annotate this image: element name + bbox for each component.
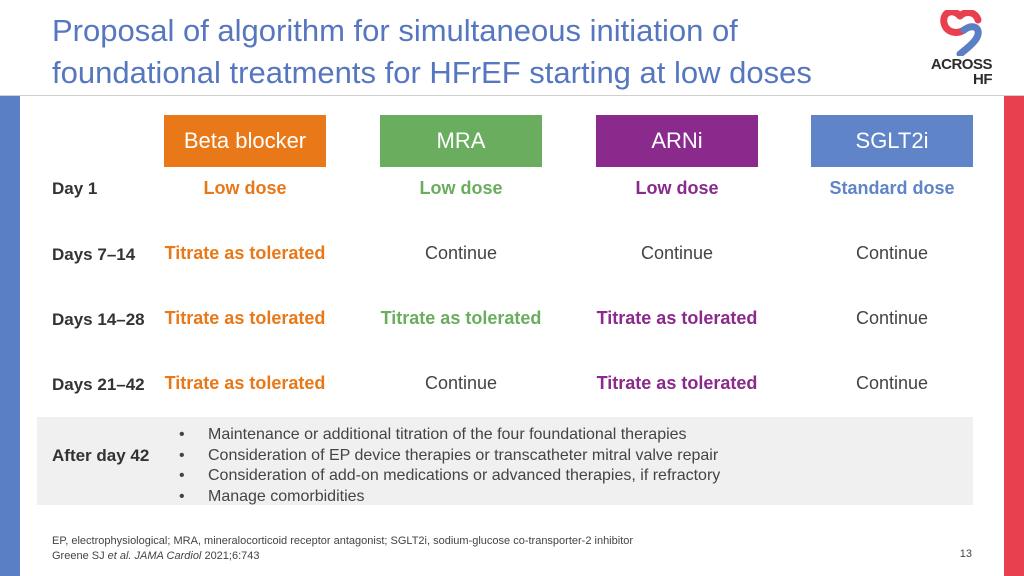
- reference-author: Greene SJ: [52, 550, 108, 562]
- heart-logo-icon: [920, 10, 1000, 56]
- row-label-days-21-42: Days 21–42: [52, 375, 145, 394]
- reference-volume: 2021;6:743: [201, 550, 260, 562]
- cell-days14-28-arni: Titrate as tolerated: [596, 307, 758, 328]
- column-header-beta-blocker: Beta blocker: [164, 115, 326, 167]
- cell-day1-arni: Low dose: [635, 177, 719, 198]
- cell-days7-14-beta-blocker: Titrate as tolerated: [164, 242, 326, 263]
- cell-days21-42-sglt2i: Continue: [855, 372, 929, 393]
- logo-text-hf: HF: [973, 71, 992, 88]
- cell-day1-beta-blocker: Low dose: [203, 177, 287, 198]
- cell-days7-14-arni: Continue: [640, 242, 714, 263]
- page-number: 13: [959, 548, 972, 560]
- row-label-day-1: Day 1: [52, 179, 98, 198]
- slide-title: Proposal of algorithm for simultaneous initiation of foundational treatments for HFrEF starting at low doses: [52, 13, 812, 90]
- left-accent-bar: [0, 95, 20, 576]
- cell-day1-mra: Low dose: [419, 177, 503, 198]
- abbreviations-note: EP, electrophysiological; MRA, mineralocorticoid receptor antagonist; SGLT2i, sodium-glucose co-transporter-2 inhibitor: [52, 535, 634, 547]
- cell-days21-42-beta-blocker: Titrate as tolerated: [164, 372, 326, 393]
- reference-journal: et al. JAMA Cardiol: [107, 550, 202, 562]
- row-label-days-7-14: Days 7–14: [52, 245, 136, 264]
- after-day-42-list: [175, 425, 720, 507]
- title-divider: [0, 95, 1024, 96]
- column-header-arni: ARNi: [596, 115, 758, 167]
- footnote: [52, 534, 633, 564]
- cell-days14-28-mra: Titrate as tolerated: [380, 307, 542, 328]
- cell-days7-14-mra: Continue: [424, 242, 498, 263]
- cell-days14-28-sglt2i: Continue: [855, 307, 929, 328]
- cell-days7-14-sglt2i: Continue: [855, 242, 929, 263]
- cell-days14-28-beta-blocker: Titrate as tolerated: [164, 307, 326, 328]
- list-item: • Consideration of EP device therapies or transcatheter mitral valve repair: [175, 446, 720, 467]
- list-item: • Consideration of add-on medications or advanced therapies, if refractory: [175, 466, 720, 487]
- reference-citation: [52, 549, 633, 564]
- column-header-sglt2i: SGLT2i: [811, 115, 973, 167]
- across-hf-logo: [920, 10, 1000, 90]
- cell-days21-42-arni: Titrate as tolerated: [596, 372, 758, 393]
- right-accent-bar: [1004, 95, 1024, 576]
- column-header-mra: MRA: [380, 115, 542, 167]
- list-item: • Manage comorbidities: [175, 487, 720, 508]
- row-label-days-14-28: Days 14–28: [52, 310, 145, 329]
- row-label-after-day-42: After day 42: [52, 446, 150, 465]
- cell-days21-42-mra: Continue: [424, 372, 498, 393]
- list-item: • Maintenance or additional titration of the four foundational therapies: [175, 425, 720, 446]
- logo-wordmark: [920, 57, 992, 87]
- logo-text-across: ACROSS: [930, 56, 992, 73]
- cell-day1-sglt2i: Standard dose: [829, 177, 955, 198]
